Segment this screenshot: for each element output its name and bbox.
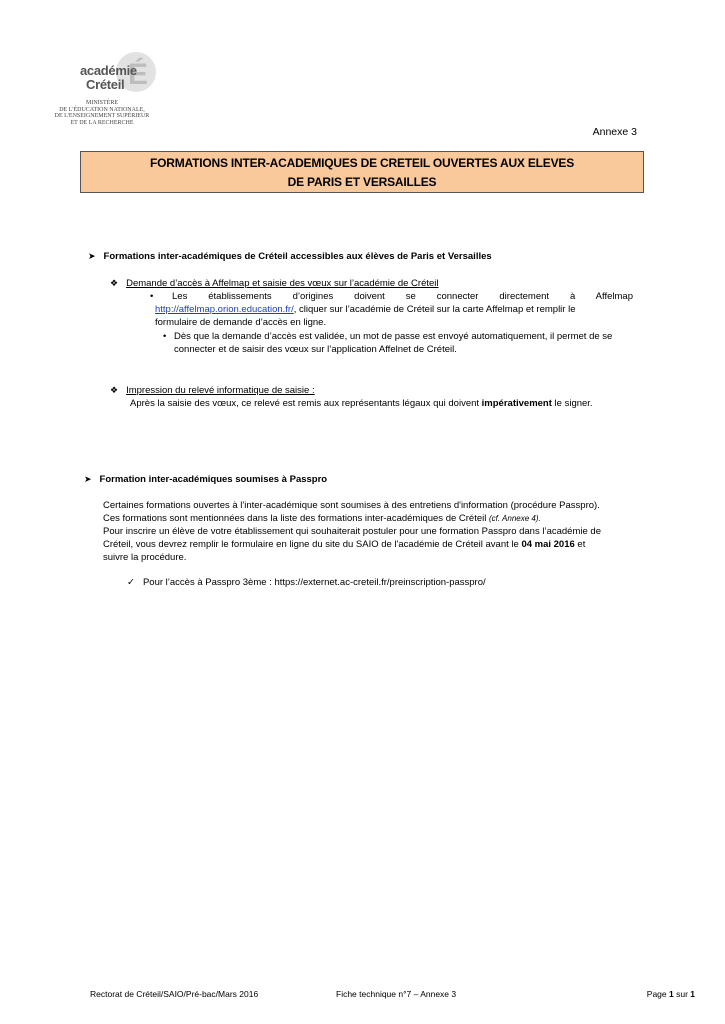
section2-heading: ➤ Formation inter-académiques soumises à Passpro — [84, 474, 328, 485]
sub2-heading: ❖ Impression du relevé informatique de saisie : — [110, 385, 315, 396]
para1-line2: Ces formations sont mentionnées dans la liste des formations inter-académiques de Créteil (cf. Annexe 4). — [103, 513, 541, 524]
bullet2-line2: connecter et de saisir des vœux sur l’application Affelnet de Créteil. — [174, 344, 457, 355]
bullet-dot-icon: • — [163, 331, 167, 342]
annexe-label: Annexe 3 — [592, 126, 637, 138]
svg-text:É: É — [128, 58, 149, 91]
academie-logo — [46, 40, 161, 130]
bullet1-line1: Les établissements d’origines doivent se connecter directement à Affelmap — [172, 291, 633, 302]
sub2-text: Après la saisie des vœux, ce relevé est remis aux représentants légaux qui doivent impérativement le signer. — [130, 398, 593, 409]
checkmark-icon: ✓ — [127, 577, 135, 588]
deadline-date: 04 mai 2016 — [521, 539, 575, 550]
para2-line2: Créteil, vous devrez remplir le formulaire en ligne du site du SAIO de l'académie de Créteil avant le 04 mai 2016 et — [103, 539, 586, 550]
annexe4-ref: (cf. Annexe 4). — [489, 514, 541, 523]
bullet1-line2: http://affelmap.orion.education.fr/, cliquer sur l’académie de Créteil sur la carte Affelmap et remplir le — [155, 304, 576, 315]
para2-line1: Pour inscrire un élève de votre établissement qui souhaiterait postuler pour une formation Passpro dans l’académie de — [103, 526, 601, 537]
title-line2: DE PARIS ET VERSAILLES — [287, 175, 437, 189]
diamond-bullet-icon: ❖ — [110, 278, 119, 288]
para2-line3: suivre la procédure. — [103, 552, 187, 563]
logo-line2: Créteil — [86, 77, 125, 92]
footer-page: Page 1 sur 1 — [646, 989, 695, 999]
sub1-heading: ❖ Demande d’accès à Affelmap et saisie des vœux sur l’académie de Créteil — [110, 278, 439, 289]
section1-heading: ➤ Formations inter-académiques de Créteil accessibles aux élèves de Paris et Versailles — [88, 251, 492, 262]
bullet-dot-icon: • — [150, 291, 154, 302]
title-box — [80, 151, 644, 193]
logo-ministry: MINISTÈRE DE L'ÉDUCATION NATIONALE, DE L'ENSEIGNEMENT SUPÉRIEUR ET DE LA RECHERCHE — [54, 100, 150, 126]
footer-left: Rectorat de Créteil/SAIO/Pré-bac/Mars 2016 — [90, 989, 259, 999]
para1-line1: Certaines formations ouvertes à l'inter-académique sont soumises à des entretiens d'information (procédure Passpro). — [103, 500, 600, 511]
affelmap-link[interactable]: http://affelmap.orion.education.fr/ — [155, 304, 294, 315]
logo-line1: académie — [80, 63, 137, 78]
passpro-access-line: ✓ Pour l’accès à Passpro 3ème : https://externet.ac-creteil.fr/preinscription-passpro/ — [127, 577, 486, 588]
arrow-bullet-icon: ➤ — [84, 474, 92, 484]
bullet2-line1: Dès que la demande d’accès est validée, un mot de passe est envoyé automatiquement, il permet de se — [174, 331, 613, 342]
footer-center: Fiche technique n°7 – Annexe 3 — [336, 989, 457, 999]
title-line1: FORMATIONS INTER-ACADEMIQUES DE CRETEIL OUVERTES AUX ELEVES — [149, 156, 574, 170]
diamond-bullet-icon: ❖ — [110, 385, 119, 395]
bullet1-line3: formulaire de demande d’accès en ligne. — [155, 317, 327, 328]
arrow-bullet-icon: ➤ — [88, 251, 96, 261]
